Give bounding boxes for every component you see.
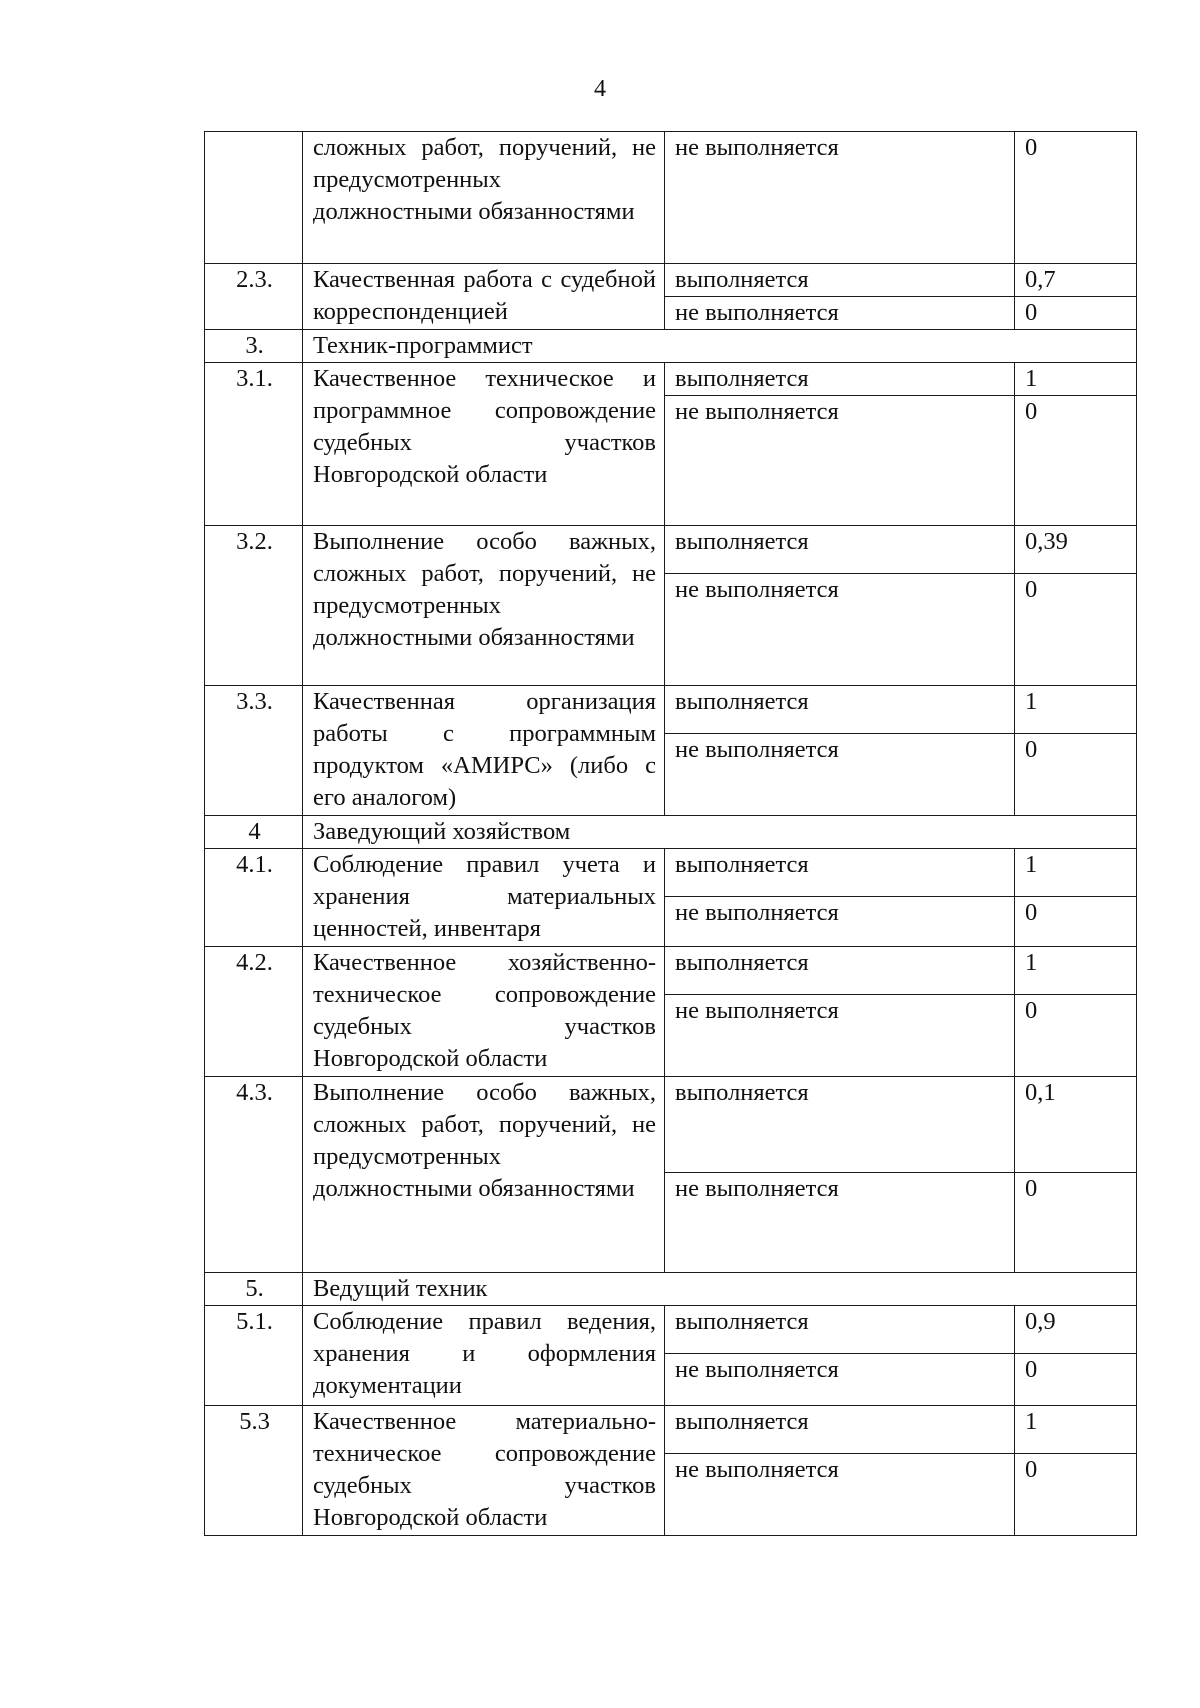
section-row: [205, 330, 1137, 363]
value-cell: 0,1: [1015, 1077, 1137, 1173]
status-cell: не выполняется: [665, 1454, 1015, 1536]
criterion-text: Соблюдение правил учета и хранения материальных ценностей, инвентаря: [303, 849, 665, 947]
section-number: 3.: [205, 330, 303, 363]
status-cell: выполняется: [665, 1077, 1015, 1173]
value-cell: 0: [1015, 1454, 1137, 1536]
status-cell: не выполняется: [665, 995, 1015, 1077]
status-cell: выполняется: [665, 849, 1015, 897]
value-cell: 0,7: [1015, 264, 1137, 297]
status-cell: не выполняется: [665, 574, 1015, 686]
section-number: 4: [205, 816, 303, 849]
table-row: [205, 947, 1137, 995]
criterion-text: Качественное материально-техническое сопровождение судебных участков Новгородской области: [303, 1406, 665, 1536]
value-cell: 0: [1015, 734, 1137, 816]
row-number: 3.2.: [205, 526, 303, 686]
value-cell: 0,9: [1015, 1306, 1137, 1354]
criteria-table: [204, 131, 1137, 1536]
section-row: [205, 1273, 1137, 1306]
status-cell: выполняется: [665, 1306, 1015, 1354]
status-cell: не выполняется: [665, 1354, 1015, 1406]
row-number: 4.3.: [205, 1077, 303, 1273]
table-row: [205, 686, 1137, 734]
table-row: [205, 1306, 1137, 1354]
row-number: 2.3.: [205, 264, 303, 330]
value-cell: 1: [1015, 363, 1137, 396]
status-cell: выполняется: [665, 1406, 1015, 1454]
value-cell: 0: [1015, 574, 1137, 686]
value-cell: 0: [1015, 1173, 1137, 1273]
table-row: [205, 363, 1137, 396]
value-cell: 0: [1015, 297, 1137, 330]
value-cell: 0: [1015, 132, 1137, 264]
row-number: 5.3: [205, 1406, 303, 1536]
table-row: [205, 1406, 1137, 1454]
row-number: 5.1.: [205, 1306, 303, 1406]
row-number: 3.3.: [205, 686, 303, 816]
criterion-text: Качественное хозяйственно-техническое сопровождение судебных участков Новгородской области: [303, 947, 665, 1077]
section-row: [205, 816, 1137, 849]
criterion-text: Выполнение особо важных, сложных работ, поручений, не предусмотренных должностными обязанностями: [303, 1077, 665, 1273]
status-cell: выполняется: [665, 686, 1015, 734]
table-row: [205, 849, 1137, 897]
row-number: 4.1.: [205, 849, 303, 947]
table-row: [205, 1077, 1137, 1173]
section-title: Техник-программист: [303, 330, 1137, 363]
status-cell: не выполняется: [665, 396, 1015, 526]
status-cell: выполняется: [665, 947, 1015, 995]
status-cell: не выполняется: [665, 297, 1015, 330]
status-cell: выполняется: [665, 363, 1015, 396]
table-row: [205, 526, 1137, 574]
value-cell: 0: [1015, 995, 1137, 1077]
status-cell: выполняется: [665, 526, 1015, 574]
table-row: [205, 264, 1137, 297]
criterion-text: Выполнение особо важных, сложных работ, поручений, не предусмотренных должностными обязанностями: [303, 526, 665, 686]
value-cell: 1: [1015, 1406, 1137, 1454]
section-title: Заведующий хозяйством: [303, 816, 1137, 849]
criterion-text: Соблюдение правил ведения, хранения и оформления документации: [303, 1306, 665, 1406]
status-cell: не выполняется: [665, 1173, 1015, 1273]
value-cell: 1: [1015, 686, 1137, 734]
criterion-text: Качественная работа с судебной корреспонденцией: [303, 264, 665, 330]
value-cell: 1: [1015, 849, 1137, 897]
criterion-text: Качественная организация работы с программным продуктом «АМИРС» (либо с его аналогом): [303, 686, 665, 816]
criterion-text: сложных работ, поручений, не предусмотренных должностными обязанностями: [303, 132, 665, 264]
value-cell: 0: [1015, 897, 1137, 947]
row-number: 4.2.: [205, 947, 303, 1077]
row-number: [205, 132, 303, 264]
value-cell: 0,39: [1015, 526, 1137, 574]
status-cell: не выполняется: [665, 132, 1015, 264]
table-row: [205, 132, 1137, 264]
value-cell: 1: [1015, 947, 1137, 995]
value-cell: 0: [1015, 396, 1137, 526]
criterion-text: Качественное техническое и программное сопровождение судебных участков Новгородской области: [303, 363, 665, 526]
page-number: 4: [594, 76, 606, 102]
status-cell: не выполняется: [665, 897, 1015, 947]
section-number: 5.: [205, 1273, 303, 1306]
row-number: 3.1.: [205, 363, 303, 526]
status-cell: не выполняется: [665, 734, 1015, 816]
section-title: Ведущий техник: [303, 1273, 1137, 1306]
value-cell: 0: [1015, 1354, 1137, 1406]
status-cell: выполняется: [665, 264, 1015, 297]
